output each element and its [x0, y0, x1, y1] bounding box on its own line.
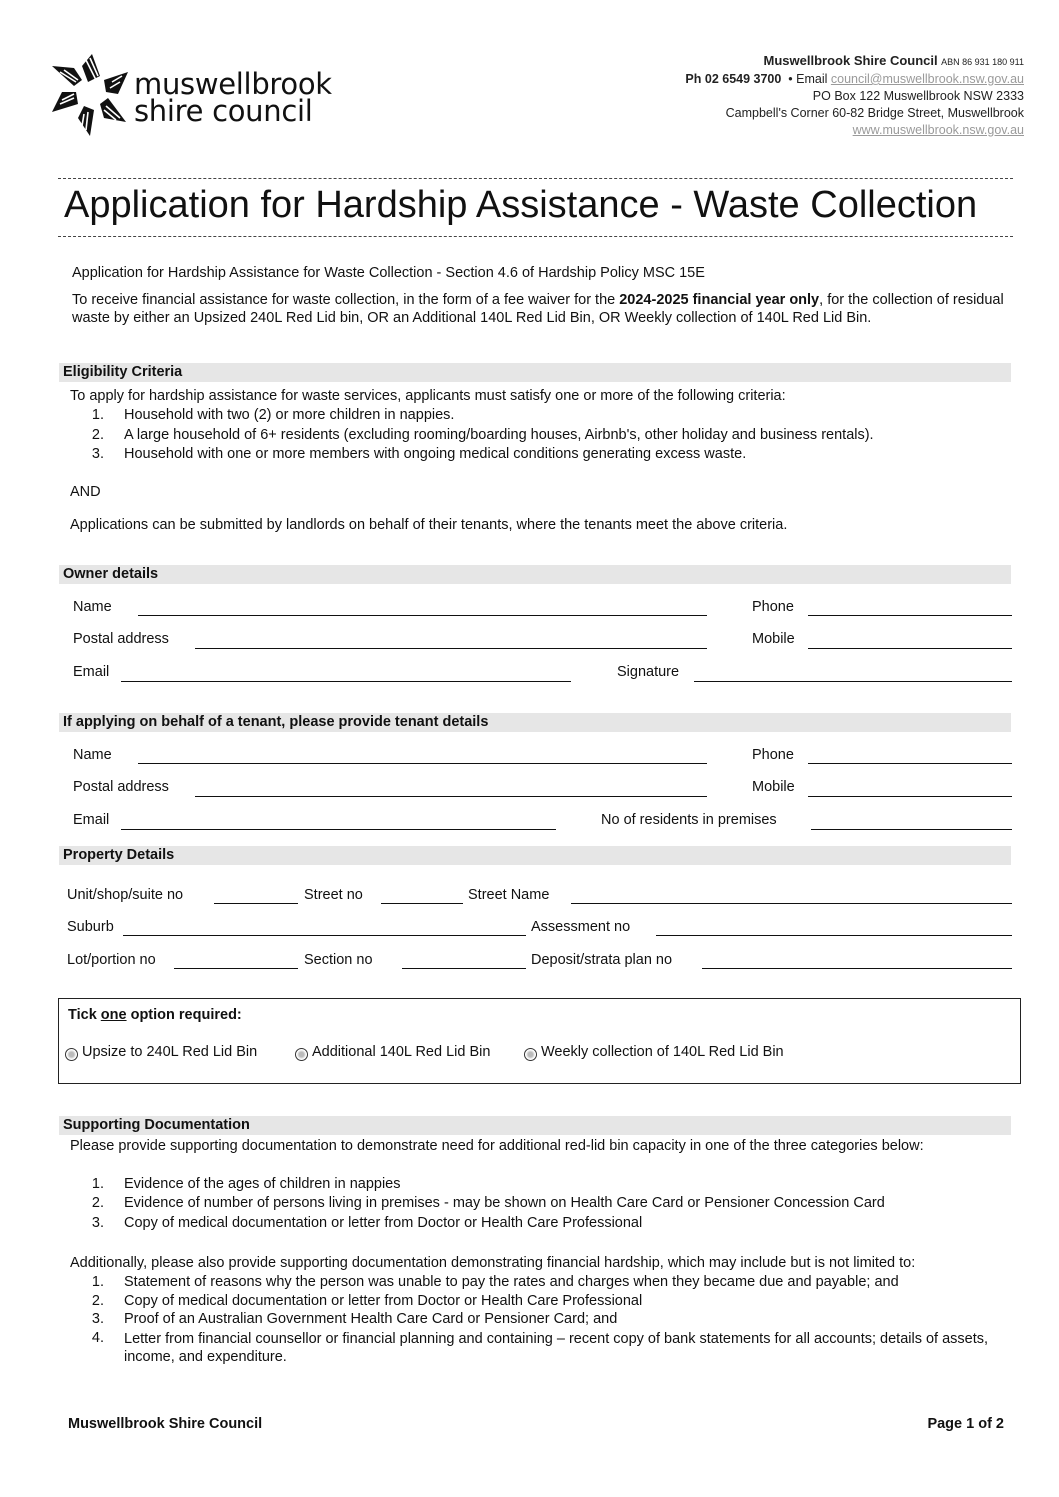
- website-link[interactable]: www.muswellbrook.nsw.gov.au: [852, 123, 1024, 137]
- assessment-label: Assessment no: [531, 919, 631, 935]
- tenant-phone-field[interactable]: [808, 763, 1012, 764]
- tenant-email-label: Email: [73, 812, 110, 828]
- list-number: 1.: [91, 1274, 104, 1290]
- phone-label: Ph: [685, 72, 702, 86]
- list-item: Evidence of number of persons living in premises - may be shown on Health Care Card or Pensioner Concession Card: [124, 1195, 885, 1211]
- list-item: Household with two (2) or more children in nappies.: [124, 407, 455, 423]
- email-link[interactable]: council@muswellbrook.nsw.gov.au: [830, 72, 1024, 86]
- radio-upsize[interactable]: [65, 1048, 78, 1061]
- deposit-field[interactable]: [702, 968, 1012, 969]
- assessment-field[interactable]: [656, 935, 1012, 936]
- street-name-field[interactable]: [571, 903, 1012, 904]
- contact-block: [685, 52, 1024, 139]
- section-field[interactable]: [402, 968, 526, 969]
- section-header-eligibility: Eligibility Criteria: [59, 363, 1011, 382]
- section-header-tenant: If applying on behalf of a tenant, please provide tenant details: [59, 713, 1011, 732]
- street-address: Campbell's Corner 60-82 Bridge Street, Muswellbrook: [725, 106, 1024, 120]
- list-number: 2.: [91, 1293, 104, 1309]
- list-item: Statement of reasons why the person was unable to pay the rates and charges when they became due and payable; and: [124, 1274, 899, 1290]
- option-additional-label: Additional 140L Red Lid Bin: [312, 1044, 491, 1060]
- lot-field[interactable]: [174, 968, 298, 969]
- list-item: Proof of an Australian Government Health Care Card or Pensioner Card; and: [124, 1311, 618, 1327]
- tenant-postal-label: Postal address: [73, 779, 169, 795]
- tenant-mobile-label: Mobile: [752, 779, 795, 795]
- tick-heading: Tick one option required:: [68, 1007, 242, 1023]
- list-number: 3.: [91, 1311, 104, 1327]
- lot-label: Lot/portion no: [67, 952, 156, 968]
- list-item: Household with one or more members with ongoing medical conditions generating excess waste.: [124, 446, 747, 462]
- tenant-name-field[interactable]: [138, 763, 707, 764]
- intro-line: Application for Hardship Assistance for Waste Collection - Section 4.6 of Hardship Policy MSC 15E: [72, 265, 705, 281]
- section-header-supporting: Supporting Documentation: [59, 1116, 1011, 1135]
- po-box: PO Box 122 Muswellbrook NSW 2333: [812, 89, 1024, 103]
- owner-name-label: Name: [73, 599, 112, 615]
- email-label: • Email: [788, 72, 828, 86]
- owner-signature-label: Signature: [617, 664, 680, 680]
- suburb-field[interactable]: [123, 935, 526, 936]
- tenant-residents-field[interactable]: [811, 829, 1012, 830]
- tenant-residents-label: No of residents in premises: [601, 812, 777, 828]
- section-label: Section no: [304, 952, 373, 968]
- star-logo-icon: [48, 52, 132, 138]
- council-logo: [48, 52, 338, 142]
- list-number: 3.: [91, 1215, 104, 1231]
- page-title: Application for Hardship Assistance - Waste Collection: [64, 184, 978, 226]
- option-weekly-label: Weekly collection of 140L Red Lid Bin: [541, 1044, 784, 1060]
- owner-email-field[interactable]: [121, 681, 571, 682]
- divider: [58, 236, 1013, 237]
- option-upsize-label: Upsize to 240L Red Lid Bin: [82, 1044, 258, 1060]
- supporting-lead: Please provide supporting documentation to demonstrate need for additional red-lid bin capacity in one of the three categories below:: [70, 1138, 924, 1154]
- owner-postal-field[interactable]: [195, 648, 707, 649]
- list-number: 1.: [91, 407, 104, 423]
- logo-wordmark-line2: shire council: [134, 94, 313, 128]
- tenant-postal-field[interactable]: [195, 796, 707, 797]
- footer-org: Muswellbrook Shire Council: [68, 1416, 263, 1432]
- logo-wordmark-line1: muswellbrook: [134, 67, 332, 101]
- owner-email-label: Email: [73, 664, 110, 680]
- street-no-field[interactable]: [381, 903, 463, 904]
- list-number: 2.: [91, 427, 104, 443]
- org-name: Muswellbrook Shire Council: [763, 53, 938, 68]
- list-item: Letter from financial counsellor or financial planning and containing – recent copy of bank statements for all accounts; details of assets, income, and expenditure.: [124, 1331, 989, 1365]
- tenant-name-label: Name: [73, 747, 112, 763]
- tenant-phone-label: Phone: [752, 747, 794, 763]
- and-text: AND: [70, 484, 101, 500]
- divider: [58, 178, 1013, 179]
- owner-postal-label: Postal address: [73, 631, 169, 647]
- tenant-mobile-field[interactable]: [808, 796, 1012, 797]
- list-number: 3.: [91, 446, 104, 462]
- list-item: Copy of medical documentation or letter from Doctor or Health Care Professional: [124, 1293, 643, 1309]
- owner-name-field[interactable]: [138, 615, 707, 616]
- street-name-label: Street Name: [468, 887, 550, 903]
- owner-mobile-label: Mobile: [752, 631, 795, 647]
- phone-number: 02 6549 3700: [704, 72, 782, 86]
- street-no-label: Street no: [304, 887, 363, 903]
- eligibility-lead: To apply for hardship assistance for waste services, applicants must satisfy one or more of the following criteria:: [70, 388, 786, 404]
- landlords-note: Applications can be submitted by landlords on behalf of their tenants, where the tenants meet the above criteria.: [70, 517, 788, 533]
- tenant-email-field[interactable]: [121, 829, 556, 830]
- deposit-label: Deposit/strata plan no: [531, 952, 673, 968]
- list-number: 4.: [91, 1330, 104, 1346]
- abn: ABN 86 931 180 911: [941, 57, 1024, 67]
- radio-additional[interactable]: [295, 1048, 308, 1061]
- list-item: A large household of 6+ residents (excluding rooming/boarding houses, Airbnb's, other holiday and business rentals).: [124, 427, 874, 443]
- list-number: 1.: [91, 1176, 104, 1192]
- unit-label: Unit/shop/suite no: [67, 887, 184, 903]
- suburb-label: Suburb: [67, 919, 114, 935]
- list-item: Evidence of the ages of children in nappies: [124, 1176, 401, 1192]
- list-item: Copy of medical documentation or letter from Doctor or Health Care Professional: [124, 1215, 643, 1231]
- owner-mobile-field[interactable]: [808, 648, 1012, 649]
- section-header-property: Property Details: [59, 846, 1011, 865]
- intro-paragraph: To receive financial assistance for waste collection, in the form of a fee waiver for the 2024-2025 financial year only, for the collection of residual waste by either an Upsized 240L Red Lid bin, OR an Additional 140L Red Lid Bin, OR Weekly collection of 140L Red Lid Bin.: [72, 292, 1004, 326]
- owner-phone-label: Phone: [752, 599, 794, 615]
- owner-phone-field[interactable]: [808, 615, 1012, 616]
- list-number: 2.: [91, 1195, 104, 1211]
- unit-field[interactable]: [214, 903, 298, 904]
- section-header-owner: Owner details: [59, 565, 1011, 584]
- supporting-lead-2: Additionally, please also provide supporting documentation demonstrating financial hardship, which may include but is not limited to:: [70, 1255, 916, 1271]
- owner-signature-field[interactable]: [694, 681, 1012, 682]
- radio-weekly[interactable]: [524, 1048, 537, 1061]
- page-number: Page 1 of 2: [927, 1416, 1004, 1432]
